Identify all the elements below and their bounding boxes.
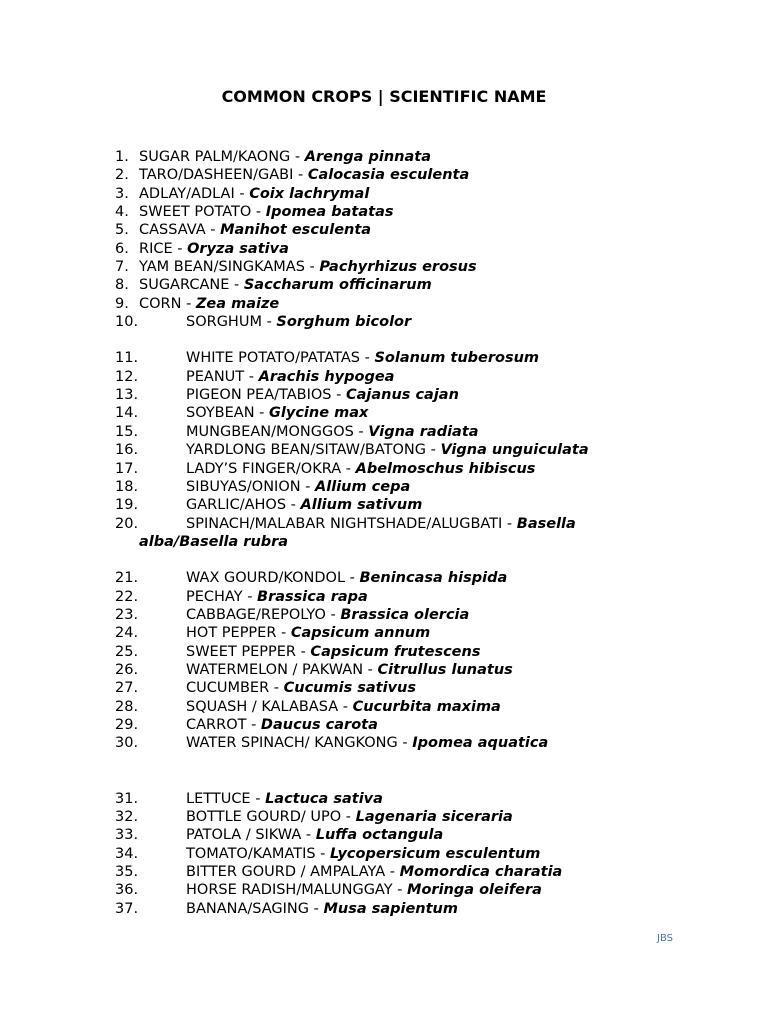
list-item-number: 35.: [115, 864, 139, 881]
scientific-name: Lactuca sativa: [265, 790, 383, 807]
list-item-number: 34.: [115, 845, 139, 862]
common-name: LETTUCE: [186, 790, 251, 807]
scientific-name: Capsicum annum: [290, 625, 431, 642]
name-separator: -: [341, 460, 356, 477]
list-item: [115, 698, 635, 716]
list-item-text: [115, 349, 635, 367]
scientific-name: Momordica charatia: [399, 864, 563, 881]
common-name: WHITE POTATO/PATATAS: [186, 350, 360, 367]
scientific-name: Solanum tuberosum: [374, 350, 540, 367]
list-item-number: 29.: [115, 716, 139, 733]
scientific-name: Cucumis sativus: [283, 680, 416, 697]
scientific-name: Ipomea aquatica: [412, 735, 549, 752]
common-name: CARROT: [186, 716, 247, 733]
name-separator: -: [234, 185, 250, 202]
name-separator: -: [345, 570, 360, 587]
scientific-name: Pachyrhizus erosus: [319, 259, 477, 276]
common-name: PEANUT: [186, 368, 245, 385]
common-name: BANANA/SAGING: [186, 900, 310, 917]
name-separator: -: [295, 643, 311, 660]
common-name: BOTTLE GOURD/ UPO: [186, 809, 342, 825]
scientific-name: Musa sapientum: [323, 900, 458, 917]
list-item-number: 15.: [115, 423, 139, 440]
scientific-name: Manihot esculenta: [220, 222, 372, 239]
scientific-name: Abelmoschus hibiscus: [355, 460, 536, 477]
scientific-name: Allium cepa: [315, 478, 411, 495]
common-name: YARDLONG BEAN/SITAW/BATONG: [186, 442, 426, 459]
scientific-name: Allium sativum: [300, 497, 423, 514]
name-separator: -: [246, 716, 261, 733]
scientific-name: Arachis hypogea: [258, 368, 395, 385]
list-item-text: [115, 790, 635, 808]
common-name: PATOLA / SIKWA: [186, 827, 302, 844]
name-separator: -: [254, 405, 270, 422]
common-name: CASSAVA: [139, 222, 206, 239]
scientific-name: Moringa oleifera: [407, 882, 542, 899]
list-item-number: 14.: [115, 405, 139, 422]
common-name: WATER SPINACH/ KANGKONG: [186, 735, 398, 752]
list-item-number: 24.: [115, 625, 139, 642]
name-separator: -: [244, 368, 259, 385]
common-name: SUGAR PALM/KAONG: [139, 149, 291, 165]
common-name: HORSE RADISH/MALUNGGAY: [186, 882, 393, 899]
name-separator: -: [502, 515, 517, 532]
name-separator: -: [300, 478, 316, 495]
name-separator: -: [425, 442, 441, 459]
list-item: [115, 313, 635, 331]
common-name: SUGARCANE: [139, 277, 230, 294]
common-name: PECHAY: [186, 588, 243, 605]
common-name: SWEET PEPPER: [186, 643, 296, 660]
list-item: [115, 166, 635, 184]
list-item-text: [115, 588, 635, 606]
list-item-number: 26.: [115, 661, 139, 678]
common-name: WAX GOURD/KONDOL: [186, 570, 346, 587]
list-item: [115, 900, 635, 918]
list-item: [115, 624, 635, 642]
scientific-name: Coix lachrymal: [249, 185, 370, 202]
list-item-text: [115, 203, 635, 221]
list-item-number: 32.: [115, 809, 139, 825]
name-separator: -: [290, 149, 305, 165]
scientific-name: Capsicum frutescens: [310, 643, 481, 660]
common-name: GARLIC/AHOS: [186, 497, 287, 514]
list-item-text: [115, 404, 635, 422]
name-separator: -: [293, 167, 308, 184]
list-item-number: 37.: [115, 900, 139, 917]
list-item: [115, 790, 635, 808]
list-item-number: 22.: [115, 588, 139, 605]
name-separator: -: [397, 735, 413, 752]
list-item-number: 9.: [115, 295, 129, 312]
name-separator: -: [269, 680, 284, 697]
list-item-text: [115, 826, 635, 844]
name-separator: -: [261, 314, 277, 331]
list-item: [115, 258, 635, 276]
list-item: [115, 203, 635, 221]
common-name: CABBAGE/REPOLYO: [186, 606, 326, 623]
list-item-number: 11.: [115, 350, 139, 367]
common-name: TARO/DASHEEN/GABI: [139, 167, 294, 184]
common-name: LADY’S FINGER/OKRA: [186, 460, 342, 477]
list-item: [115, 826, 635, 844]
scientific-name: Vigna radiata: [368, 423, 479, 440]
list-item-number: 3.: [115, 185, 129, 202]
scientific-name: Glycine max: [269, 405, 369, 422]
list-item-text: [115, 478, 635, 496]
list-item-number: 33.: [115, 827, 139, 844]
name-separator: -: [341, 809, 356, 825]
list-item: [115, 679, 635, 697]
name-separator: -: [286, 497, 301, 514]
name-separator: -: [338, 698, 353, 715]
list-item-text: [115, 606, 635, 624]
scientific-name: Cucurbita maxima: [352, 698, 501, 715]
list-item-number: 21.: [115, 570, 139, 587]
list-item-number: 1.: [115, 149, 129, 165]
list-item: [115, 240, 635, 258]
common-name: CORN: [139, 295, 182, 312]
list-item-text: [115, 185, 635, 203]
list-item: [115, 881, 635, 899]
list-item-text: [115, 313, 635, 331]
list-item: [115, 863, 635, 881]
list-item: [115, 569, 635, 587]
scientific-name: Sorghum bicolor: [276, 314, 412, 331]
list-item: [115, 845, 635, 863]
name-separator: -: [301, 827, 316, 844]
list-item-text: [115, 900, 635, 918]
list-item: [115, 643, 635, 661]
list-item-number: 18.: [115, 478, 139, 495]
footer-initials: JBS: [657, 933, 673, 944]
name-separator: -: [353, 423, 369, 440]
common-name: SOYBEAN: [186, 405, 255, 422]
scientific-name: Brassica rapa: [257, 588, 368, 605]
scientific-name: Lycopersicum esculentum: [330, 845, 541, 862]
list-item-text: [115, 863, 635, 881]
list-item: [115, 460, 635, 478]
group-spacer: [115, 331, 635, 349]
list-item-number: 16.: [115, 442, 139, 459]
list-item-number: 25.: [115, 643, 139, 660]
common-name: SIBUYAS/ONION: [186, 478, 301, 495]
list-item-text: [115, 569, 635, 587]
name-separator: -: [181, 295, 196, 312]
group-spacer: [115, 753, 635, 790]
list-item-text: [115, 515, 635, 533]
list-item-text: [115, 624, 635, 642]
list-item-text: [115, 643, 635, 661]
crop-list: [115, 148, 635, 918]
common-name: YAM BEAN/SINGKAMAS: [139, 259, 305, 276]
scientific-name: Ipomea batatas: [265, 204, 394, 221]
list-item-text: [115, 423, 635, 441]
list-item-text: [115, 368, 635, 386]
list-item-text: [115, 221, 635, 239]
name-separator: -: [385, 864, 400, 881]
scientific-name-continued: alba/Basella rubra: [139, 533, 289, 550]
name-separator: -: [359, 350, 375, 367]
list-item-text: [115, 166, 635, 184]
list-item-text: [115, 258, 635, 276]
common-name: HOT PEPPER: [186, 625, 277, 642]
list-item-text: [115, 240, 635, 258]
name-separator: -: [325, 606, 341, 623]
list-item: [115, 276, 635, 294]
name-separator: -: [242, 588, 258, 605]
scientific-name: Citrullus lunatus: [377, 661, 513, 678]
list-item-number: 10.: [115, 314, 139, 331]
list-item: [115, 808, 635, 826]
common-name: PIGEON PEA/TABIOS: [186, 387, 332, 404]
page-title: COMMON CROPS | SCIENTIFIC NAME: [221, 87, 547, 106]
common-name: MUNGBEAN/MONGGOS: [186, 423, 354, 440]
scientific-name: Lagenaria siceraria: [355, 809, 513, 825]
scientific-name: Calocasia esculenta: [307, 167, 470, 184]
list-item-text: [115, 441, 635, 459]
list-item-number: 6.: [115, 240, 129, 257]
common-name: SWEET POTATO: [139, 204, 252, 221]
scientific-name: Arenga pinnata: [304, 149, 431, 165]
list-item-number: 8.: [115, 277, 129, 294]
scientific-name: Oryza sativa: [187, 240, 289, 257]
common-name: ADLAY/ADLAI: [139, 185, 235, 202]
list-item: [115, 606, 635, 624]
name-separator: -: [250, 790, 266, 807]
list-item: [115, 478, 635, 496]
common-name: BITTER GOURD / AMPALAYA: [186, 864, 386, 881]
scientific-name: Brassica olercia: [340, 606, 470, 623]
list-item-number: 17.: [115, 460, 139, 477]
list-item-number: 23.: [115, 606, 139, 623]
list-item-text: [115, 698, 635, 716]
list-item-text: [115, 276, 635, 294]
list-item-text: [115, 716, 635, 734]
list-item: [115, 716, 635, 734]
list-item-text: [115, 679, 635, 697]
list-item-text: [115, 808, 635, 826]
list-item-number: 27.: [115, 680, 139, 697]
name-separator: -: [172, 240, 188, 257]
list-item-number: 19.: [115, 497, 139, 514]
name-separator: -: [363, 661, 378, 678]
name-separator: -: [392, 882, 408, 899]
list-item: [115, 496, 635, 514]
list-item-text: [115, 460, 635, 478]
list-item-number: 13.: [115, 387, 139, 404]
list-item: [115, 386, 635, 404]
name-separator: -: [205, 222, 221, 239]
list-item-number: 12.: [115, 368, 139, 385]
list-item: [115, 734, 635, 752]
list-item-number: 31.: [115, 790, 139, 807]
list-item-number: 20.: [115, 515, 139, 532]
list-item: [115, 441, 635, 459]
scientific-name: Zea maize: [195, 295, 280, 312]
name-separator: -: [229, 277, 244, 294]
list-item: [115, 661, 635, 679]
list-item-text: [115, 496, 635, 514]
list-item-number: 4.: [115, 204, 129, 221]
common-name: SPINACH/MALABAR NIGHTSHADE/ALUGBATI: [186, 515, 503, 532]
list-item-text: [115, 734, 635, 752]
list-item-number: 5.: [115, 222, 129, 239]
list-item-number: 30.: [115, 735, 139, 752]
scientific-name: Basella: [516, 515, 576, 532]
list-item-text: [115, 386, 635, 404]
scientific-name: Saccharum officinarum: [243, 277, 432, 294]
list-item: [115, 423, 635, 441]
list-item: [115, 404, 635, 422]
name-separator: -: [276, 625, 291, 642]
list-item: [115, 515, 635, 552]
common-name: RICE: [139, 240, 173, 257]
name-separator: -: [315, 845, 330, 862]
list-item-number: 7.: [115, 259, 129, 276]
name-separator: -: [309, 900, 324, 917]
common-name: WATERMELON / PAKWAN: [186, 661, 364, 678]
name-separator: -: [304, 259, 320, 276]
common-name: SQUASH / KALABASA: [186, 698, 339, 715]
name-separator: -: [331, 387, 346, 404]
group-spacer: [115, 551, 635, 569]
list-item-number: 2.: [115, 167, 129, 184]
list-item: [115, 295, 635, 313]
common-name: TOMATO/KAMATIS: [186, 845, 316, 862]
common-name: CUCUMBER: [186, 680, 270, 697]
common-name: SORGHUM: [186, 314, 262, 331]
list-item-text: [115, 148, 635, 166]
list-item: [115, 148, 635, 166]
list-item: [115, 349, 635, 367]
list-item-number: 36.: [115, 882, 139, 899]
list-item: [115, 185, 635, 203]
scientific-name: Vigna unguiculata: [440, 442, 589, 459]
list-item-text: [115, 845, 635, 863]
list-item-number: 28.: [115, 698, 139, 715]
list-item: [115, 588, 635, 606]
list-item-text: [115, 661, 635, 679]
scientific-name: Benincasa hispida: [359, 570, 508, 587]
list-item: [115, 368, 635, 386]
list-item: [115, 221, 635, 239]
list-item-text: [115, 295, 635, 313]
scientific-name: Daucus carota: [260, 716, 378, 733]
name-separator: -: [251, 204, 266, 221]
scientific-name: Luffa octangula: [315, 827, 444, 844]
list-item-text: [115, 881, 635, 899]
scientific-name: Cajanus cajan: [345, 387, 459, 404]
